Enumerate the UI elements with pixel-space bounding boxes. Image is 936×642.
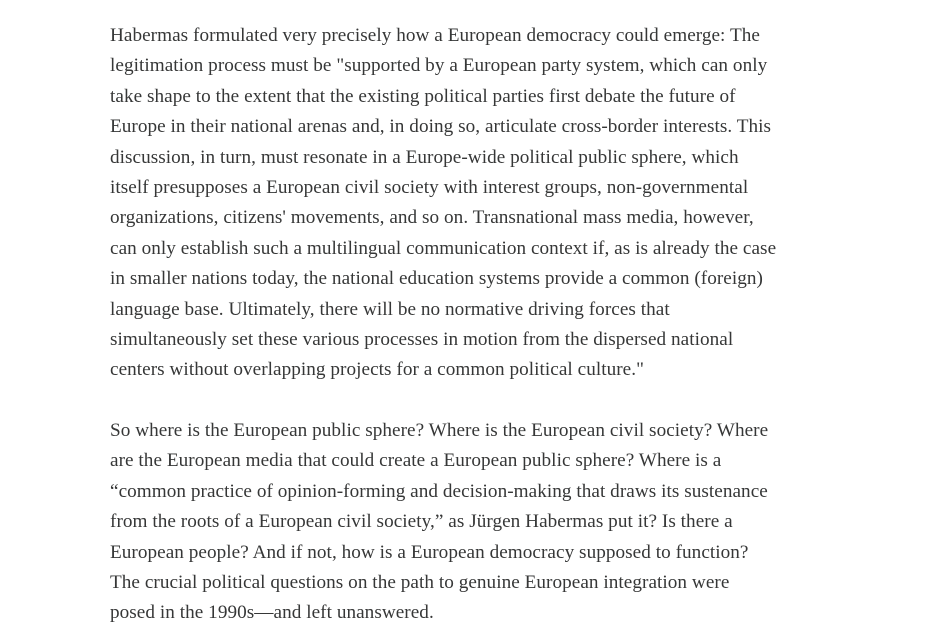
text-line: can only establish such a multilingual communication context if, as is already the case bbox=[110, 237, 777, 259]
text-line: organizations, citizens' movements, and so on. Transnational mass media, however, bbox=[110, 207, 754, 229]
text-line: posed in the 1990s—and left unanswered. bbox=[110, 602, 434, 624]
text-line: centers without overlapping projects for a common political culture." bbox=[110, 359, 644, 381]
text-line: take shape to the extent that the existing political parties first debate the future of bbox=[110, 85, 736, 107]
text-line: itself presupposes a European civil society with interest groups, non-governmental bbox=[110, 177, 749, 199]
text-line: Europe in their national arenas and, in doing so, articulate cross-border interests. This bbox=[110, 116, 772, 138]
text-line: from the roots of a European civil society,” as Jürgen Habermas put it? Is there a bbox=[110, 511, 733, 533]
text-line: European people? And if not, how is a European democracy supposed to function? bbox=[110, 541, 749, 563]
text-line: legitimation process must be "supported by a European party system, which can only bbox=[110, 55, 768, 77]
text-line: The crucial political questions on the path to genuine European integration were bbox=[110, 571, 730, 593]
text-line: discussion, in turn, must resonate in a Europe-wide political public sphere, which bbox=[110, 146, 739, 168]
text-line: “common practice of opinion-forming and decision-making that draws its sustenance bbox=[110, 480, 768, 502]
text-line: language base. Ultimately, there will be no normative driving forces that bbox=[110, 298, 670, 320]
text-line: in smaller nations today, the national education systems provide a common (foreign) bbox=[110, 268, 763, 290]
text-line: are the European media that could create a European public sphere? Where is a bbox=[110, 450, 722, 472]
text-line: Habermas formulated very precisely how a European democracy could emerge: The bbox=[110, 25, 760, 46]
article-body bbox=[110, 21, 850, 629]
paragraph-european-public-sphere bbox=[110, 416, 850, 629]
text-line: simultaneously set these various processes in motion from the dispersed national bbox=[110, 329, 734, 351]
text-line: So where is the European public sphere? Where is the European civil society? Where bbox=[110, 419, 769, 441]
paragraph-habermas-quote bbox=[110, 21, 850, 386]
